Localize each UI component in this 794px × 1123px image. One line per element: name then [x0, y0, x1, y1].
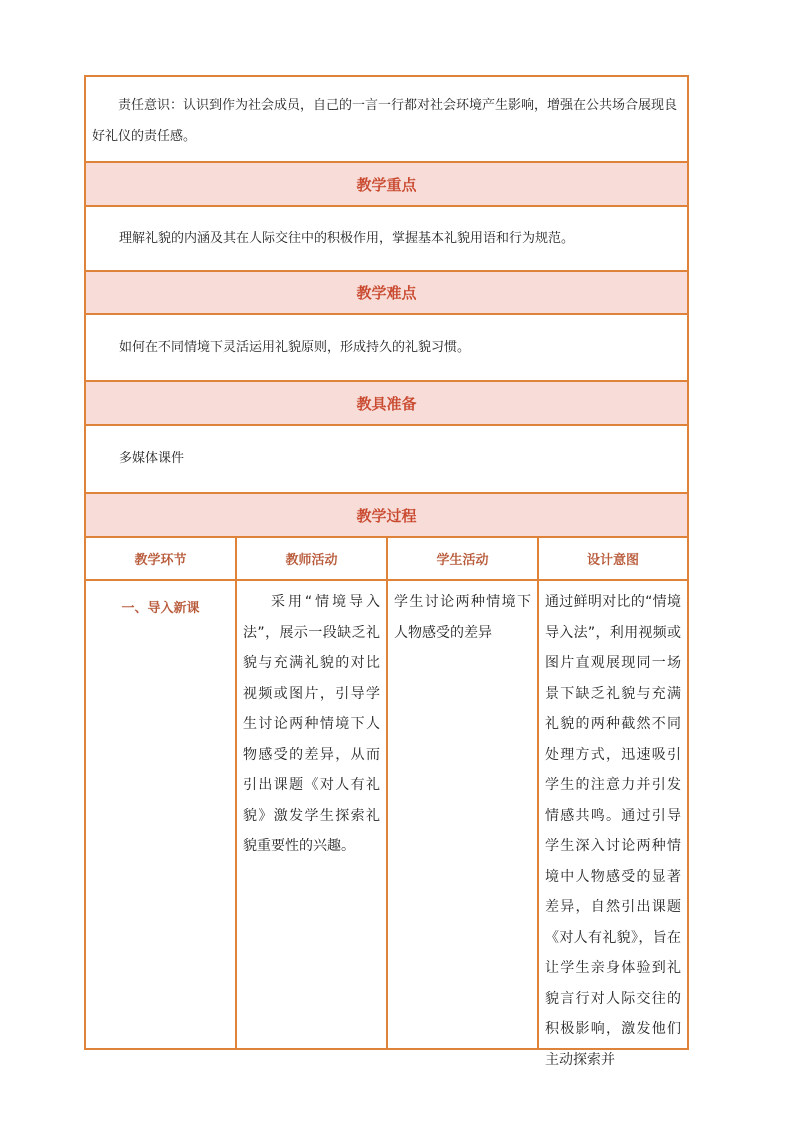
- difficulties-row: [86, 315, 687, 382]
- design-intent: 通过鲜明对比的“情境导入法”，利用视频或图片直观展现同一场景下缺乏礼貌与充满礼貌的两种截然不同处理方式，迅速吸引学生的注意力并引发情感共鸣。通过引导学生深入讨论两种情境中人物感受的显著差异，自然引出课题《对人有礼貌》，旨在让学生亲身体验到礼貌言行对人际交往的积极影响，激发他们主动探索并: [545, 594, 681, 1068]
- materials-title: 教具准备: [356, 394, 417, 413]
- key-points-title: 教学重点: [356, 175, 417, 194]
- difficulties-header: [86, 272, 687, 315]
- key-points-row: [86, 207, 687, 272]
- difficulties-title: 教学难点: [356, 284, 417, 302]
- col-intent-header: 设计意图: [586, 553, 639, 568]
- responsibility-row: [86, 77, 687, 163]
- process-title: 教学过程: [356, 506, 417, 525]
- stage-cell: [86, 581, 237, 1048]
- intent-cell: [539, 581, 687, 1068]
- col-student-header: 学生活动: [388, 538, 539, 579]
- materials-row: [86, 426, 687, 494]
- teacher-cell: [237, 581, 388, 1048]
- col-teacher-header: 教师活动: [237, 538, 388, 579]
- materials-header: [86, 382, 687, 426]
- key-points-text: 理解礼貌的内涵及其在人际交往中的积极作用，掌握基本礼貌用语和行为规范。: [119, 230, 575, 246]
- student-activity: 学生讨论两种情境下人物感受的差异: [394, 594, 531, 641]
- process-header: [86, 494, 687, 538]
- key-points-header: [86, 163, 687, 207]
- teacher-activity: 采用“情境导入法”，展示一段缺乏礼貌与充满礼貌的对比视频或图片，引导学生讨论两种情境下人物感受的差异，从而引出课题《对人有礼貌》激发学生探索礼貌重要性的兴趣。: [243, 594, 380, 854]
- difficulties-text: 如何在不同情境下灵活运用礼貌原则，形成持久的礼貌习惯。: [119, 339, 471, 355]
- materials-text: 多媒体课件: [119, 451, 185, 466]
- student-cell: [388, 581, 539, 1048]
- process-columns: [86, 538, 687, 581]
- stage-label: 一、导入新课: [121, 601, 200, 616]
- responsibility-text: 责任意识：认识到作为社会成员，自己的一言一行都对社会环境产生影响，增强在公共场合展现良好礼仪的责任感。: [92, 98, 678, 144]
- lesson-plan-table: [84, 75, 689, 1068]
- process-row-intro: [86, 581, 687, 1068]
- col-stage-header: 教学环节: [86, 538, 237, 579]
